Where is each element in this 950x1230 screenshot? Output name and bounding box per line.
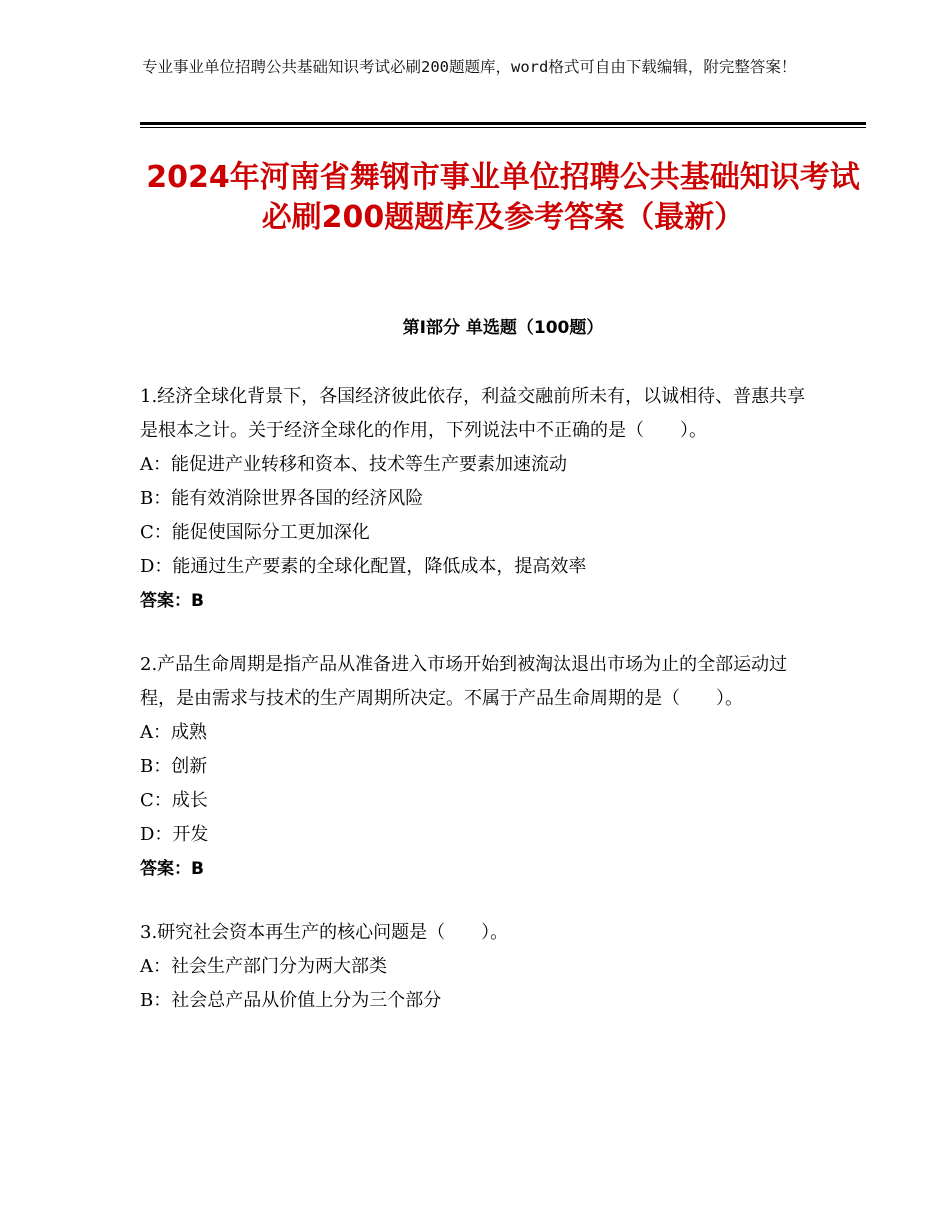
option-d: D：开发 xyxy=(140,824,209,845)
header-note: 专业事业单位招聘公共基础知识考试必刷200题题库，word格式可自由下载编辑，附完整答案！ xyxy=(142,58,797,76)
question-stem: 3.研究社会资本再生产的核心问题是（ ）。 xyxy=(140,922,509,943)
option-c: C：成长 xyxy=(140,790,208,811)
question-options xyxy=(140,448,810,584)
question-2 xyxy=(140,648,810,886)
question-3 xyxy=(140,916,810,1018)
option-a: A：能促进产业转移和资本、技术等生产要素加速流动 xyxy=(140,454,567,475)
option-b: B：创新 xyxy=(140,756,208,777)
option-a: A：成熟 xyxy=(140,722,207,743)
header-rule-thin xyxy=(140,127,866,128)
answer-line: 答案：B xyxy=(140,859,204,879)
question-stem: 1.经济全球化背景下，各国经济彼此依存，利益交融前所未有，以诚相待、普惠共享是根本之计。关于经济全球化的作用，下列说法中不正确的是（ ）。 xyxy=(140,386,806,441)
question-list xyxy=(140,380,810,1048)
section-title: 第Ⅰ部分 单选题（100题） xyxy=(402,318,604,338)
question-stem: 2.产品生命周期是指产品从准备进入市场开始到被淘汰退出市场为止的全部运动过程，是由需求与技术的生产周期所决定。不属于产品生命周期的是（ ）。 xyxy=(140,654,788,709)
option-b: B：能有效消除世界各国的经济风险 xyxy=(140,488,424,509)
question-options xyxy=(140,950,810,1018)
document-title: 2024年河南省舞钢市事业单位招聘公共基础知识考试必刷200题题库及参考答案（最新） xyxy=(146,160,860,235)
option-b: B：社会总产品从价值上分为三个部分 xyxy=(140,990,442,1011)
header-rule-thick xyxy=(140,122,866,125)
option-d: D：能通过生产要素的全球化配置，降低成本，提高效率 xyxy=(140,556,587,577)
option-c: C：能促使国际分工更加深化 xyxy=(140,522,370,543)
question-options xyxy=(140,716,810,852)
answer-line: 答案：B xyxy=(140,591,204,611)
option-a: A：社会生产部门分为两大部类 xyxy=(140,956,387,977)
question-1 xyxy=(140,380,810,618)
